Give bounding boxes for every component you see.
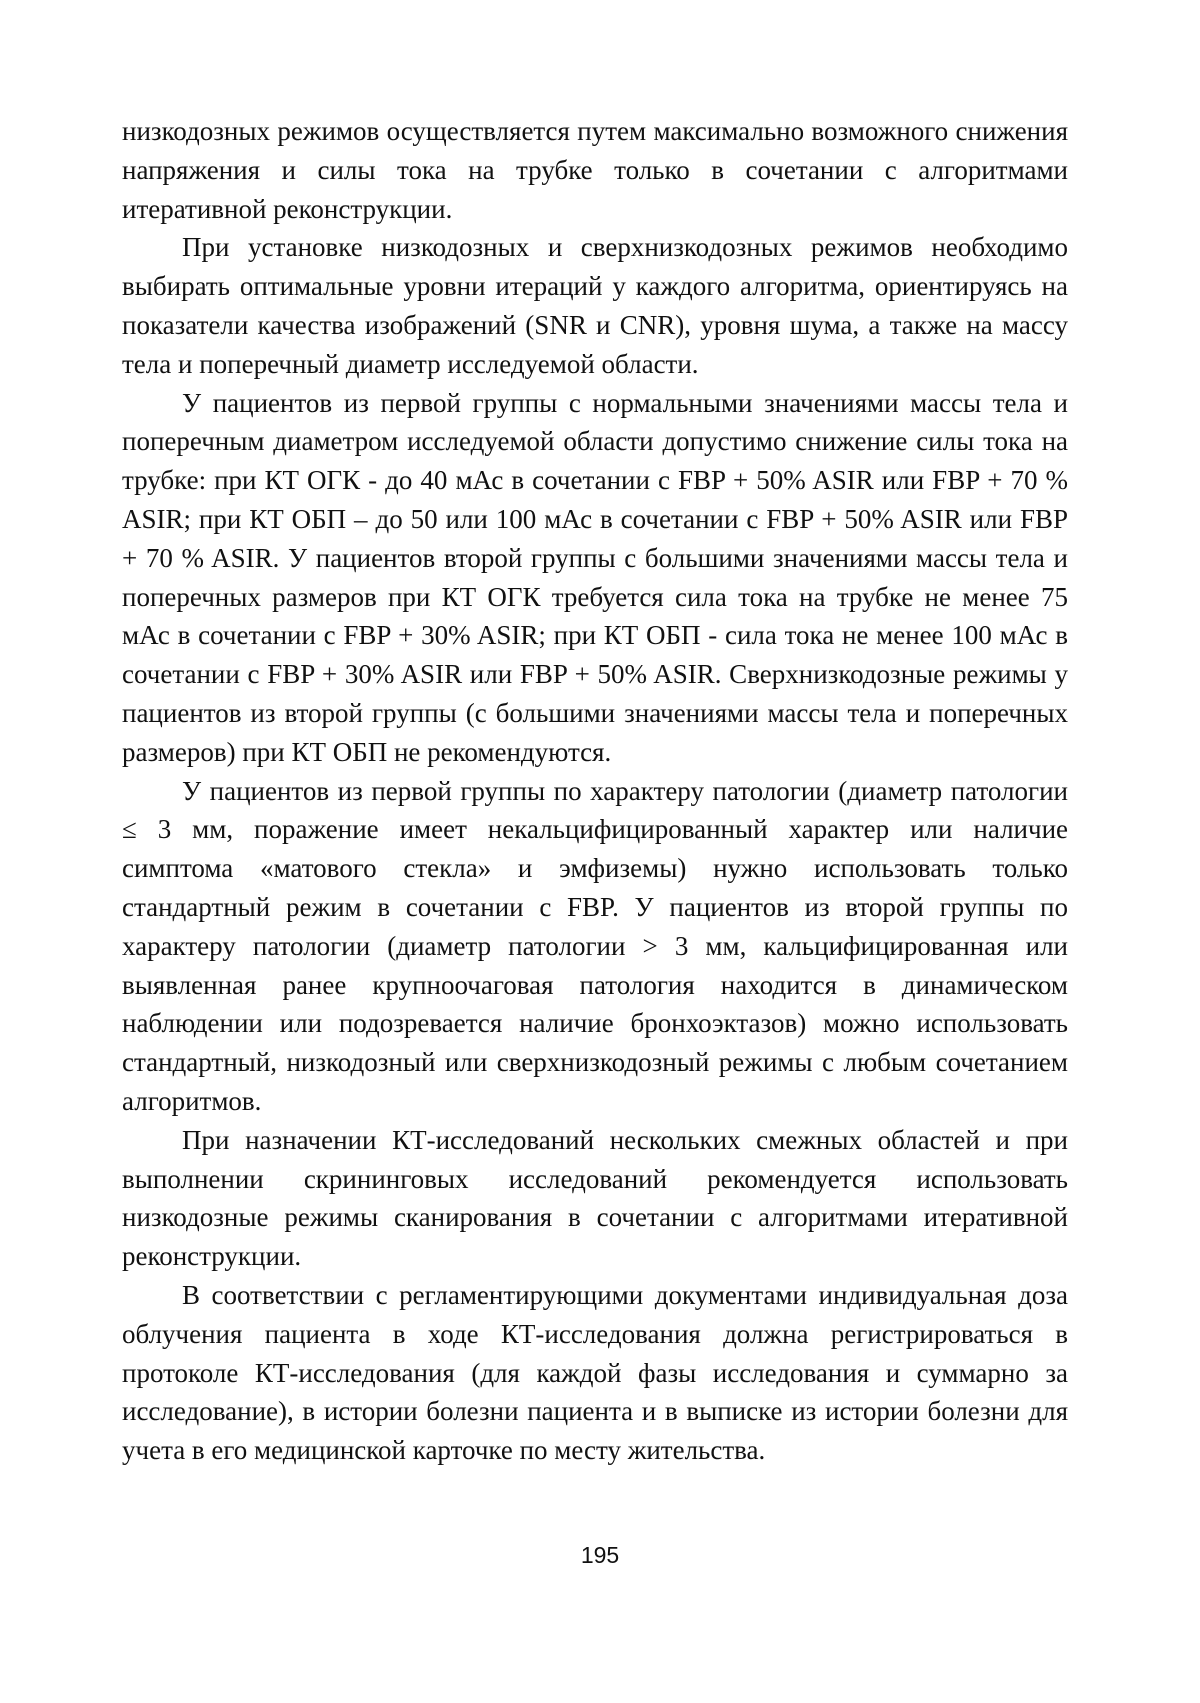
paragraph-dose-registration: В соответствии с регламентирующими документами индивидуальная доза облучения пациента в ходе КТ-исследования должна регистрироваться в протоколе КТ-исследования (для каждой фазы исследования и суммарно за исследование), в истории болезни пациента и в выписке из истории болезни для учета в его медицинской карточке по месту жительства. [122,1279,1068,1466]
paragraph-continuation: низкодозных режимов осуществляется путем максимально возможного снижения напряжения и силы тока на трубке только в сочетании с алгоритмами итеративной реконструкции. [122,116,1068,224]
paragraph-pathology-groups: У пациентов из первой группы по характеру патологии (диаметр патологии ≤ 3 мм, поражение имеет некальцифицированный характер или наличие симптома «матового стекла» и эмфиземы) нужно использовать только стандартный режим в сочетании с FBP. У пациентов из второй группы по характеру патологии (диаметр патологии > 3 мм, кальцифицированная или выявленная ранее крупноочаговая патология находится в динамическом наблюдении или подозревается наличие бронхоэктазов) можно использовать стандартный, низкодозный или сверхнизкодозный режимы с любым сочетанием алгоритмов. [122,775,1068,1116]
paragraph-screening: При назначении КТ-исследований нескольких смежных областей и при выполнении скрининговых исследований рекомендуется использовать низкодозные режимы сканирования в сочетании с алгоритмами итеративной реконструкции. [122,1124,1068,1272]
paragraph-current-reduction: У пациентов из первой группы с нормальными значениями массы тела и поперечным диаметром исследуемой области допустимо снижение силы тока на трубке: при КТ ОГК - до 40 мАс в сочетании с FBP + 50% ASIR или FBP + 70 % ASIR; при КТ ОБП – до 50 или 100 мАс в сочетании с FBP + 50% ASIR или FBP + 70 % ASIR. У пациентов второй группы с большими значениями массы тела и поперечных размеров при КТ ОГК требуется сила тока на трубке не менее 75 мАс в сочетании с FBP + 30% ASIR; при КТ ОБП - сила тока не менее 100 мАс в сочетании с FBP + 30% ASIR или FBP + 50% ASIR. Сверхнизкодозные режимы у пациентов из второй группы (с большими значениями массы тела и поперечных размеров) при КТ ОБП не рекомендуются. [122,387,1068,767]
body-text [122,112,1068,1470]
page-number: 195 [580,1542,620,1568]
paragraph-low-dose-settings: При установке низкодозных и сверхнизкодозных режимов необходимо выбирать оптимальные уровни итераций у каждого алгоритма, ориентируясь на показатели качества изображений (SNR и CNR), уровня шума, а также на массу тела и поперечный диаметр исследуемой области. [122,232,1068,379]
